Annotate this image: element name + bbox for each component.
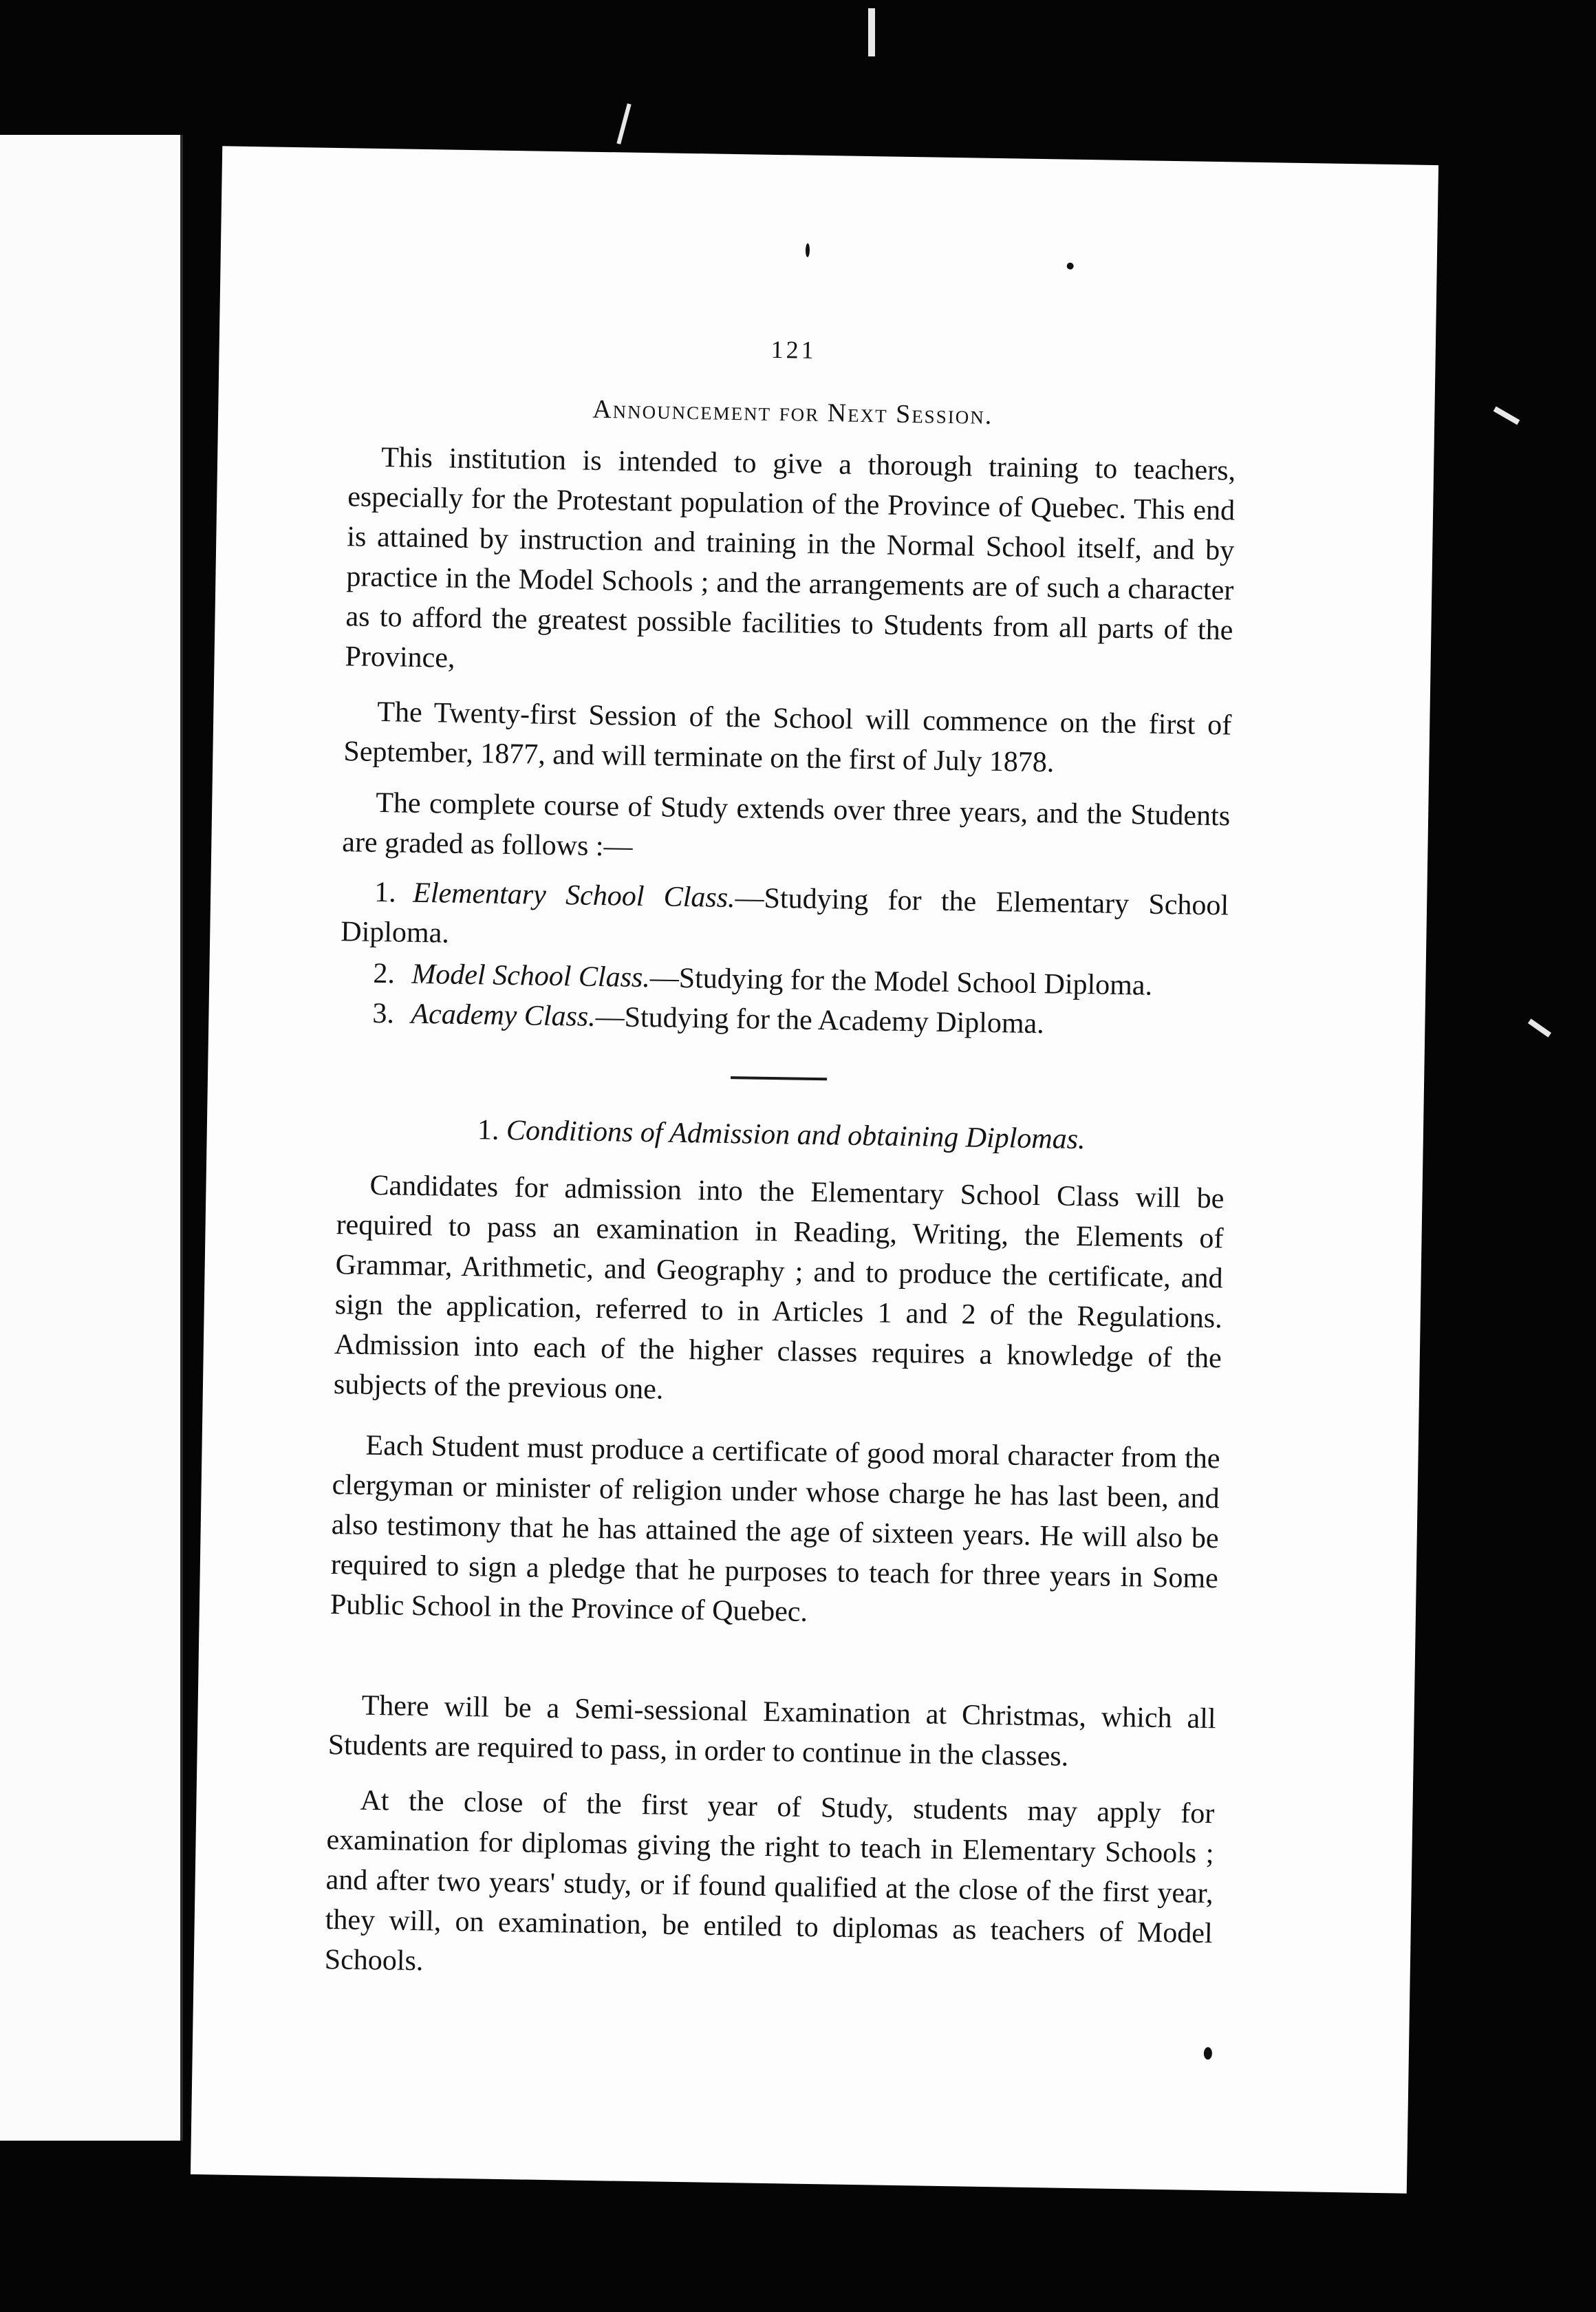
class-description: —Studying for the Academy Diploma. <box>595 1000 1045 1040</box>
section-divider <box>731 1076 827 1080</box>
ink-speck <box>806 244 810 257</box>
class-description: —Studying for the Elementary School Diploma. <box>340 882 1229 950</box>
class-name: Model School Class. <box>411 958 651 994</box>
section-title-text: Conditions of Admission and obtaining Diplomas. <box>506 1114 1086 1156</box>
examination-paragraph: There will be a Semi-sessional Examination at Christmas, which all Students are required to pass, in order to continue in the classes. <box>327 1689 1216 1773</box>
class-number: 3. <box>372 997 395 1030</box>
intro-paragraph: This institution is intended to give a thorough training to teachers, especially for the Protestant population of the Province of Quebec. This end is attained by instruction and training in the Normal School itself, and by practice in the Model Schools ; and the arrangements are of such a character as to afford the greatest possible facilities to Students from all parts of the Province, <box>345 441 1236 674</box>
diploma-paragraph: At the close of the first year of Study, students may apply for examination for diplomas giving the right to teach in Elementary Schools ; and after two years' study, or if found qualified at the close of the first year, they will, on examination, be entiled to diplomas as teachers of Model Schools. <box>324 1784 1215 1978</box>
facing-page-edge <box>0 135 183 2141</box>
ink-speck <box>1067 263 1074 270</box>
class-name: Elementary School Class. <box>412 877 736 914</box>
ink-speck <box>1204 2047 1212 2059</box>
section-number: 1. <box>477 1114 499 1146</box>
course-paragraph: The complete course of Study extends over three years, and the Students are graded as follows :— <box>342 786 1231 863</box>
film-scratch <box>1493 407 1520 425</box>
film-scratch <box>868 8 875 56</box>
book-page <box>191 146 1438 2193</box>
page-content <box>324 148 1240 1978</box>
class-name: Academy Class. <box>411 998 596 1033</box>
section-title <box>337 1111 1225 1158</box>
class-list-item <box>341 872 1229 965</box>
film-scratch <box>1528 1018 1551 1037</box>
class-number: 2. <box>373 957 396 990</box>
admission-paragraph: Candidates for admission into the Elementary School Class will be required to pass an examination in Reading, Writing, the Elements of Grammar, Arithmetic, and Geography ; and to produce the certificate, and sign the application, referred to in Articles 1 and 2 of the Regulations. Admission into each of the higher classes requires a knowledge of the subjects of the previous one. <box>333 1169 1225 1406</box>
film-scratch <box>616 103 631 144</box>
character-paragraph: Each Student must produce a certificate of good moral character from the clergyman or minister of religion under whose charge he has last been, and also testimony that he has attained the age of sixteen years. He will also be required to sign a pledge that he purposes to teach for three years in Some Public School in the Province of Quebec. <box>330 1429 1220 1628</box>
class-description: —Studying for the Model School Diploma. <box>649 962 1153 1002</box>
class-number: 1. <box>374 876 397 909</box>
section-heading: Announcement for Next Session. <box>592 394 993 430</box>
session-paragraph: The Twenty-first Session of the School will commence on the first of September, 1877, and will terminate on the first of July 1878. <box>343 696 1232 779</box>
page-number: 121 <box>770 335 817 364</box>
